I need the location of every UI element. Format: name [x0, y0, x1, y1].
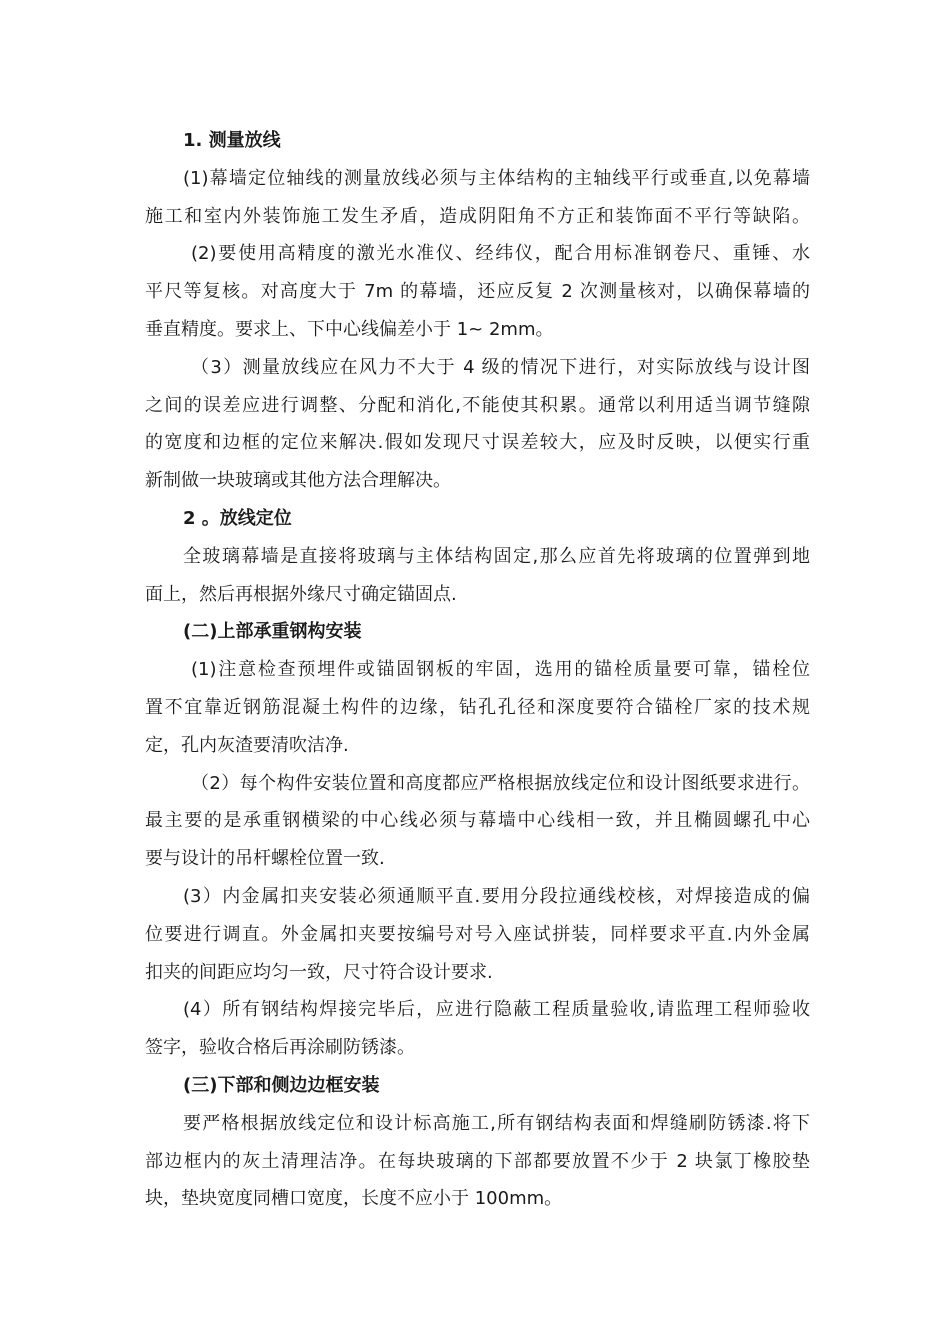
- paragraph-line: 的宽度和边框的定位来解决.假如发现尺寸误差较大，应及时反映，以便实行重: [145, 432, 810, 454]
- paragraph-line: 块，垫块宽度同槽口宽度，长度不应小于 100mm。: [145, 1188, 563, 1210]
- paragraph-line: (2)要使用高精度的激光水准仪、经纬仪，配合用标准钢卷尺、重锤、水: [191, 243, 810, 265]
- paragraph-line: 签字，验收合格后再涂刷防锈漆。: [145, 1037, 415, 1059]
- paragraph-line: 定，孔内灰渣要清吹洁净.: [145, 734, 349, 756]
- paragraph-line: 要与设计的吊杆螺栓位置一致.: [145, 848, 385, 870]
- paragraph-line: 置不宜靠近钢筋混凝土构件的边缘，钻孔孔径和深度要符合锚栓厂家的技术规: [145, 696, 810, 718]
- paragraph-line: (3）内金属扣夹安装必须通顺平直.要用分段拉通线校核，对焊接造成的偏: [183, 885, 810, 907]
- section-heading-upper-steel: (二)上部承重钢构安装: [183, 621, 362, 643]
- paragraph-line: (1)注意检查预埋件或锚固钢板的牢固，选用的锚栓质量要可靠，锚栓位: [191, 659, 810, 681]
- section-heading-lower-frame: (三)下部和侧边边框安装: [183, 1074, 380, 1096]
- paragraph-line: （3）测量放线应在风力不大于 4 级的情况下进行，对实际放线与设计图: [191, 356, 810, 378]
- paragraph-line: 部边框内的灰土清理洁净。在每块玻璃的下部都要放置不少于 2 块氯丁橡胶垫: [145, 1150, 810, 1172]
- paragraph-line: 面上，然后再根据外缘尺寸确定锚固点.: [145, 583, 457, 605]
- section-heading-positioning: 2 。放线定位: [183, 507, 292, 529]
- paragraph-line: 平尺等复核。对高度大于 7m 的幕墙，还应反复 2 次测量核对，以确保幕墙的: [145, 281, 810, 303]
- paragraph-line: 施工和室内外装饰施工发生矛盾，造成阴阳角不方正和装饰面不平行等缺陷。: [145, 205, 810, 227]
- paragraph-line: 之间的误差应进行调整、分配和消化,不能使其积累。通常以利用适当调节缝隙: [145, 394, 810, 416]
- document-page: [145, 122, 810, 1218]
- paragraph-line: 扣夹的间距应均匀一致，尺寸符合设计要求.: [145, 961, 493, 983]
- paragraph-line: (1)幕墙定位轴线的测量放线必须与主体结构的主轴线平行或垂直,以免幕墙: [183, 167, 810, 189]
- paragraph-line: 新制做一块玻璃或其他方法合理解决。: [145, 470, 451, 492]
- paragraph-line: 最主要的是承重钢横梁的中心线必须与幕墙中心线相一致，并且椭圆螺孔中心: [145, 810, 810, 832]
- paragraph-line: 垂直精度。要求上、下中心线偏差小于 1~ 2mm。: [145, 318, 554, 340]
- paragraph-line: (4）所有钢结构焊接完毕后，应进行隐蔽工程质量验收,请监理工程师验收: [183, 999, 810, 1021]
- paragraph-line: 全玻璃幕墙是直接将玻璃与主体结构固定,那么应首先将玻璃的位置弹到地: [183, 545, 810, 567]
- paragraph-line: 位要进行调直。外金属扣夹要按编号对号入座试拼装，同样要求平直.内外金属: [145, 923, 810, 945]
- section-heading-measurement: 1. 测量放线: [183, 130, 281, 151]
- paragraph-line: 要严格根据放线定位和设计标高施工,所有钢结构表面和焊缝刷防锈漆.将下: [183, 1112, 810, 1134]
- paragraph-line: （2）每个构件安装位置和高度都应严格根据放线定位和设计图纸要求进行。: [191, 772, 810, 794]
